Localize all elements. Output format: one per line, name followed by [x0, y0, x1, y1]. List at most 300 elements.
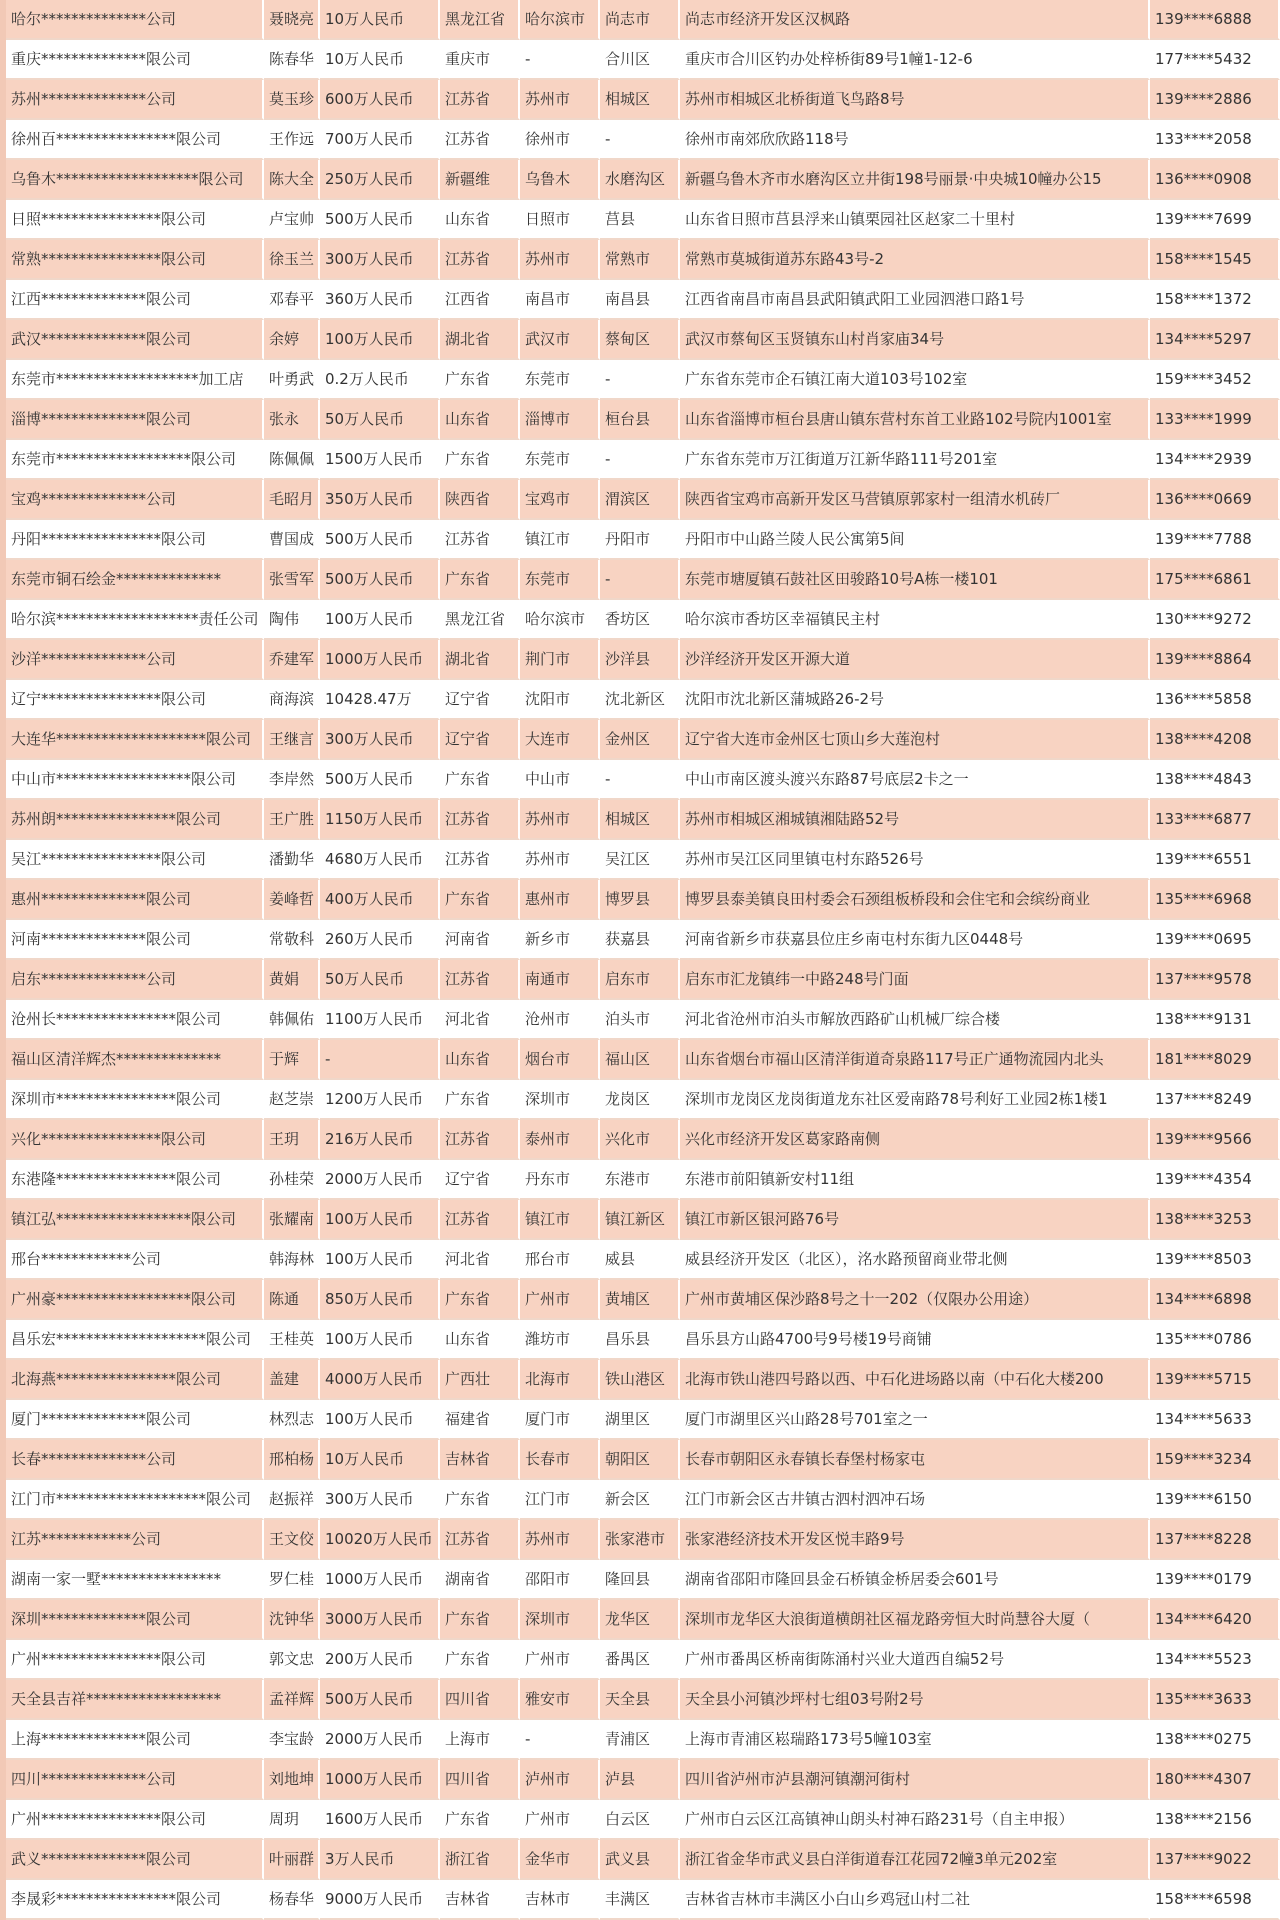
- address-cell: 广东省东莞市万江街道万江新华路111号201室: [680, 440, 1150, 480]
- company-name-cell: 常熟****************限公司: [6, 240, 264, 280]
- province-cell: 江苏省: [440, 800, 520, 840]
- district-cell: 泊头市: [600, 1000, 680, 1040]
- province-cell: 江苏省: [440, 1520, 520, 1560]
- district-cell: 合川区: [600, 40, 680, 80]
- province-cell: 湖北省: [440, 640, 520, 680]
- district-cell: 铁山港区: [600, 1360, 680, 1400]
- phone-cell: 158****1372: [1150, 280, 1280, 320]
- registered-capital-cell: 9000万人民币: [320, 1880, 440, 1920]
- city-cell: 深圳市: [520, 1080, 600, 1120]
- table-row: [6, 280, 1280, 320]
- legal-person-cell: 乔建军: [264, 640, 320, 680]
- province-cell: 江苏省: [440, 520, 520, 560]
- legal-person-cell: 黄娟: [264, 960, 320, 1000]
- province-cell: 重庆市: [440, 40, 520, 80]
- table-row: [6, 760, 1280, 800]
- table-row: [6, 960, 1280, 1000]
- province-cell: 山东省: [440, 1320, 520, 1360]
- city-cell: 荆门市: [520, 640, 600, 680]
- district-cell: 白云区: [600, 1800, 680, 1840]
- city-cell: 宝鸡市: [520, 480, 600, 520]
- company-name-cell: 吴江****************限公司: [6, 840, 264, 880]
- company-name-cell: 兴化****************限公司: [6, 1120, 264, 1160]
- address-cell: 苏州市相城区北桥街道飞鸟路8号: [680, 80, 1150, 120]
- province-cell: 广东省: [440, 440, 520, 480]
- phone-cell: 136****0669: [1150, 480, 1280, 520]
- city-cell: 东莞市: [520, 360, 600, 400]
- city-cell: 南通市: [520, 960, 600, 1000]
- province-cell: 广东省: [440, 1640, 520, 1680]
- city-cell: 江门市: [520, 1480, 600, 1520]
- table-row: [6, 80, 1280, 120]
- address-cell: 浙江省金华市武义县白洋街道春江花园72幢3单元202室: [680, 1840, 1150, 1880]
- city-cell: 邢台市: [520, 1240, 600, 1280]
- table-row: [6, 1720, 1280, 1760]
- registered-capital-cell: 1000万人民币: [320, 640, 440, 680]
- address-cell: 常熟市莫城街道苏东路43号-2: [680, 240, 1150, 280]
- table-row: [6, 1120, 1280, 1160]
- company-name-cell: 乌鲁木*******************限公司: [6, 160, 264, 200]
- phone-cell: 130****9272: [1150, 600, 1280, 640]
- address-cell: 河南省新乡市获嘉县位庄乡南屯村东街九区0448号: [680, 920, 1150, 960]
- phone-cell: 139****7788: [1150, 520, 1280, 560]
- address-cell: 东港市前阳镇新安村11组: [680, 1160, 1150, 1200]
- province-cell: 广东省: [440, 560, 520, 600]
- province-cell: 广东省: [440, 360, 520, 400]
- city-cell: 北海市: [520, 1360, 600, 1400]
- district-cell: 龙岗区: [600, 1080, 680, 1120]
- phone-cell: 139****6888: [1150, 0, 1280, 40]
- registered-capital-cell: 50万人民币: [320, 960, 440, 1000]
- district-cell: 金州区: [600, 720, 680, 760]
- company-name-cell: 日照****************限公司: [6, 200, 264, 240]
- company-name-cell: 广州豪******************限公司: [6, 1280, 264, 1320]
- city-cell: 东莞市: [520, 440, 600, 480]
- table-row: [6, 0, 1280, 40]
- company-name-cell: 沧州长****************限公司: [6, 1000, 264, 1040]
- phone-cell: 134****5633: [1150, 1400, 1280, 1440]
- district-cell: 武义县: [600, 1840, 680, 1880]
- address-cell: 深圳市龙岗区龙岗街道龙东社区爱南路78号利好工业园2栋1楼1: [680, 1080, 1150, 1120]
- address-cell: 天全县小河镇沙坪村七组03号附2号: [680, 1680, 1150, 1720]
- registered-capital-cell: -: [320, 1040, 440, 1080]
- city-cell: 丹东市: [520, 1160, 600, 1200]
- address-cell: 镇江市新区银河路76号: [680, 1200, 1150, 1240]
- city-cell: 镇江市: [520, 520, 600, 560]
- phone-cell: 138****2156: [1150, 1800, 1280, 1840]
- registered-capital-cell: 300万人民币: [320, 240, 440, 280]
- phone-cell: 139****6150: [1150, 1480, 1280, 1520]
- address-cell: 昌乐县方山路4700号9号楼19号商铺: [680, 1320, 1150, 1360]
- district-cell: 莒县: [600, 200, 680, 240]
- phone-cell: 134****5523: [1150, 1640, 1280, 1680]
- province-cell: 四川省: [440, 1680, 520, 1720]
- company-name-cell: 长春**************公司: [6, 1440, 264, 1480]
- city-cell: 武汉市: [520, 320, 600, 360]
- registered-capital-cell: 260万人民币: [320, 920, 440, 960]
- district-cell: 龙华区: [600, 1600, 680, 1640]
- legal-person-cell: 李宝龄: [264, 1720, 320, 1760]
- company-name-cell: 深圳市****************限公司: [6, 1080, 264, 1120]
- address-cell: 中山市南区渡头渡兴东路87号底层2卡之一: [680, 760, 1150, 800]
- phone-cell: 135****3633: [1150, 1680, 1280, 1720]
- district-cell: -: [600, 440, 680, 480]
- table-row: [6, 1840, 1280, 1880]
- address-cell: 山东省烟台市福山区清洋街道奇泉路117号正广通物流园内北头: [680, 1040, 1150, 1080]
- legal-person-cell: 姜峰哲: [264, 880, 320, 920]
- table-row: [6, 1520, 1280, 1560]
- phone-cell: 139****2886: [1150, 80, 1280, 120]
- registered-capital-cell: 850万人民币: [320, 1280, 440, 1320]
- registered-capital-cell: 2000万人民币: [320, 1720, 440, 1760]
- city-cell: 淄博市: [520, 400, 600, 440]
- district-cell: -: [600, 760, 680, 800]
- company-name-cell: 江门市********************限公司: [6, 1480, 264, 1520]
- city-cell: 新乡市: [520, 920, 600, 960]
- province-cell: 广东省: [440, 1800, 520, 1840]
- company-name-cell: 苏州**************公司: [6, 80, 264, 120]
- address-cell: 苏州市吴江区同里镇屯村东路526号: [680, 840, 1150, 880]
- legal-person-cell: 韩海林: [264, 1240, 320, 1280]
- legal-person-cell: 余婷: [264, 320, 320, 360]
- legal-person-cell: 陈通: [264, 1280, 320, 1320]
- table-row: [6, 600, 1280, 640]
- district-cell: 蔡甸区: [600, 320, 680, 360]
- table-row: [6, 520, 1280, 560]
- province-cell: 江苏省: [440, 840, 520, 880]
- district-cell: 张家港市: [600, 1520, 680, 1560]
- province-cell: 陕西省: [440, 480, 520, 520]
- table-row: [6, 360, 1280, 400]
- company-name-cell: 徐州百****************限公司: [6, 120, 264, 160]
- province-cell: 江苏省: [440, 960, 520, 1000]
- company-name-cell: 重庆**************限公司: [6, 40, 264, 80]
- city-cell: 徐州市: [520, 120, 600, 160]
- legal-person-cell: 邢柏杨: [264, 1440, 320, 1480]
- phone-cell: 175****6861: [1150, 560, 1280, 600]
- table-row: [6, 1320, 1280, 1360]
- address-cell: 启东市汇龙镇纬一中路248号门面: [680, 960, 1150, 1000]
- phone-cell: 139****0695: [1150, 920, 1280, 960]
- district-cell: 南昌县: [600, 280, 680, 320]
- province-cell: 上海市: [440, 1720, 520, 1760]
- address-cell: 广州市番禺区桥南街陈涌村兴业大道西自编52号: [680, 1640, 1150, 1680]
- address-cell: 兴化市经济开发区葛家路南侧: [680, 1120, 1150, 1160]
- district-cell: 泸县: [600, 1760, 680, 1800]
- company-name-cell: 天全县吉祥******************: [6, 1680, 264, 1720]
- province-cell: 广东省: [440, 760, 520, 800]
- table-row: [6, 480, 1280, 520]
- company-name-cell: 上海**************限公司: [6, 1720, 264, 1760]
- legal-person-cell: 聂晓亮: [264, 0, 320, 40]
- province-cell: 广东省: [440, 1080, 520, 1120]
- address-cell: 河北省沧州市泊头市解放西路矿山机械厂综合楼: [680, 1000, 1150, 1040]
- city-cell: 苏州市: [520, 1520, 600, 1560]
- address-cell: 北海市铁山港四号路以西、中石化进场路以南（中石化大楼200: [680, 1360, 1150, 1400]
- legal-person-cell: 邓春平: [264, 280, 320, 320]
- legal-person-cell: 商海滨: [264, 680, 320, 720]
- city-cell: 南昌市: [520, 280, 600, 320]
- province-cell: 江苏省: [440, 1200, 520, 1240]
- company-name-cell: 东莞市******************限公司: [6, 440, 264, 480]
- province-cell: 山东省: [440, 200, 520, 240]
- city-cell: 厦门市: [520, 1400, 600, 1440]
- phone-cell: 139****8503: [1150, 1240, 1280, 1280]
- registered-capital-cell: 10万人民币: [320, 40, 440, 80]
- province-cell: 湖北省: [440, 320, 520, 360]
- district-cell: 福山区: [600, 1040, 680, 1080]
- city-cell: 潍坊市: [520, 1320, 600, 1360]
- district-cell: 威县: [600, 1240, 680, 1280]
- province-cell: 辽宁省: [440, 720, 520, 760]
- company-name-cell: 苏州朗****************限公司: [6, 800, 264, 840]
- district-cell: 沙洋县: [600, 640, 680, 680]
- province-cell: 江西省: [440, 280, 520, 320]
- table-row: [6, 1600, 1280, 1640]
- phone-cell: 139****0179: [1150, 1560, 1280, 1600]
- registered-capital-cell: 1000万人民币: [320, 1760, 440, 1800]
- province-cell: 黑龙江省: [440, 0, 520, 40]
- table-row: [6, 920, 1280, 960]
- city-cell: 中山市: [520, 760, 600, 800]
- table-row: [6, 1200, 1280, 1240]
- address-cell: 吉林省吉林市丰满区小白山乡鸡冠山村二社: [680, 1880, 1150, 1920]
- table-row: [6, 400, 1280, 440]
- district-cell: 吴江区: [600, 840, 680, 880]
- registered-capital-cell: 1150万人民币: [320, 800, 440, 840]
- registered-capital-cell: 4680万人民币: [320, 840, 440, 880]
- province-cell: 浙江省: [440, 1840, 520, 1880]
- registered-capital-cell: 500万人民币: [320, 1680, 440, 1720]
- table-row: [6, 560, 1280, 600]
- address-cell: 丹阳市中山路兰陵人民公寓第5间: [680, 520, 1150, 560]
- address-cell: 上海市青浦区崧瑞路173号5幢103室: [680, 1720, 1150, 1760]
- company-name-cell: 丹阳****************限公司: [6, 520, 264, 560]
- legal-person-cell: 王广胜: [264, 800, 320, 840]
- registered-capital-cell: 400万人民币: [320, 880, 440, 920]
- legal-person-cell: 莫玉珍: [264, 80, 320, 120]
- registered-capital-cell: 100万人民币: [320, 1400, 440, 1440]
- province-cell: 河南省: [440, 920, 520, 960]
- address-cell: 湖南省邵阳市隆回县金石桥镇金桥居委会601号: [680, 1560, 1150, 1600]
- company-name-cell: 辽宁****************限公司: [6, 680, 264, 720]
- table-row: [6, 120, 1280, 160]
- legal-person-cell: 陈大全: [264, 160, 320, 200]
- legal-person-cell: 盖建: [264, 1360, 320, 1400]
- registered-capital-cell: 2000万人民币: [320, 1160, 440, 1200]
- table-row: [6, 1560, 1280, 1600]
- phone-cell: 133****6877: [1150, 800, 1280, 840]
- phone-cell: 136****5858: [1150, 680, 1280, 720]
- province-cell: 吉林省: [440, 1880, 520, 1920]
- legal-person-cell: 叶丽群: [264, 1840, 320, 1880]
- registered-capital-cell: 0.2万人民币: [320, 360, 440, 400]
- address-cell: 广州市黄埔区保沙路8号之十一202（仅限办公用途）: [680, 1280, 1150, 1320]
- phone-cell: 139****9566: [1150, 1120, 1280, 1160]
- district-cell: 桓台县: [600, 400, 680, 440]
- address-cell: 深圳市龙华区大浪街道横朗社区福龙路旁恒大时尚慧谷大厦（: [680, 1600, 1150, 1640]
- registered-capital-cell: 250万人民币: [320, 160, 440, 200]
- legal-person-cell: 毛昭月: [264, 480, 320, 520]
- address-cell: 张家港经济技术开发区悦丰路9号: [680, 1520, 1150, 1560]
- registered-capital-cell: 1200万人民币: [320, 1080, 440, 1120]
- registered-capital-cell: 350万人民币: [320, 480, 440, 520]
- table-row: [6, 320, 1280, 360]
- table-row: [6, 1680, 1280, 1720]
- registered-capital-cell: 10428.47万: [320, 680, 440, 720]
- province-cell: 江苏省: [440, 1120, 520, 1160]
- legal-person-cell: 潘勤华: [264, 840, 320, 880]
- address-cell: 广东省东莞市企石镇江南大道103号102室: [680, 360, 1150, 400]
- province-cell: 江苏省: [440, 80, 520, 120]
- company-name-cell: 中山市******************限公司: [6, 760, 264, 800]
- company-name-cell: 东港隆****************限公司: [6, 1160, 264, 1200]
- address-cell: 博罗县泰美镇良田村委会石颈组板桥段和会住宅和会缤纷商业: [680, 880, 1150, 920]
- province-cell: 广东省: [440, 1600, 520, 1640]
- legal-person-cell: 张雪军: [264, 560, 320, 600]
- table-row: [6, 840, 1280, 880]
- table-row: [6, 1000, 1280, 1040]
- registered-capital-cell: 216万人民币: [320, 1120, 440, 1160]
- table-row: [6, 1240, 1280, 1280]
- legal-person-cell: 沈钟华: [264, 1600, 320, 1640]
- table-row: [6, 1360, 1280, 1400]
- registered-capital-cell: 200万人民币: [320, 1640, 440, 1680]
- city-cell: 哈尔滨市: [520, 0, 600, 40]
- district-cell: 湖里区: [600, 1400, 680, 1440]
- legal-person-cell: 王继言: [264, 720, 320, 760]
- district-cell: -: [600, 560, 680, 600]
- district-cell: 丰满区: [600, 1880, 680, 1920]
- company-name-cell: 东莞市铜石绘金**************: [6, 560, 264, 600]
- district-cell: 天全县: [600, 1680, 680, 1720]
- legal-person-cell: 郭文忠: [264, 1640, 320, 1680]
- phone-cell: 134****2939: [1150, 440, 1280, 480]
- city-cell: 沈阳市: [520, 680, 600, 720]
- table-row: [6, 720, 1280, 760]
- registered-capital-cell: 10020万人民币: [320, 1520, 440, 1560]
- table-row: [6, 1440, 1280, 1480]
- legal-person-cell: 赵芝崇: [264, 1080, 320, 1120]
- address-cell: 广州市白云区江高镇神山朗头村神石路231号（自主申报）: [680, 1800, 1150, 1840]
- address-cell: 威县经济开发区（北区），洺水路预留商业带北侧: [680, 1240, 1150, 1280]
- province-cell: 辽宁省: [440, 680, 520, 720]
- phone-cell: 159****3234: [1150, 1440, 1280, 1480]
- district-cell: 昌乐县: [600, 1320, 680, 1360]
- phone-cell: 158****1545: [1150, 240, 1280, 280]
- registered-capital-cell: 1600万人民币: [320, 1800, 440, 1840]
- province-cell: 江苏省: [440, 120, 520, 160]
- table-row: [6, 1640, 1280, 1680]
- legal-person-cell: 张永: [264, 400, 320, 440]
- company-table: [6, 0, 1280, 1920]
- province-cell: 山东省: [440, 1040, 520, 1080]
- district-cell: 启东市: [600, 960, 680, 1000]
- company-name-cell: 李晟彩****************限公司: [6, 1880, 264, 1920]
- address-cell: 尚志市经济开发区汉枫路: [680, 0, 1150, 40]
- province-cell: 江苏省: [440, 240, 520, 280]
- address-cell: 厦门市湖里区兴山路28号701室之一: [680, 1400, 1150, 1440]
- city-cell: 雅安市: [520, 1680, 600, 1720]
- district-cell: 丹阳市: [600, 520, 680, 560]
- province-cell: 辽宁省: [440, 1160, 520, 1200]
- phone-cell: 181****8029: [1150, 1040, 1280, 1080]
- table-row: [6, 440, 1280, 480]
- registered-capital-cell: 600万人民币: [320, 80, 440, 120]
- legal-person-cell: 常敬科: [264, 920, 320, 960]
- city-cell: 乌鲁木: [520, 160, 600, 200]
- legal-person-cell: 卢宝帅: [264, 200, 320, 240]
- address-cell: 沙洋经济开发区开源大道: [680, 640, 1150, 680]
- phone-cell: 134****5297: [1150, 320, 1280, 360]
- district-cell: 朝阳区: [600, 1440, 680, 1480]
- address-cell: 江西省南昌市南昌县武阳镇武阳工业园泗港口路1号: [680, 280, 1150, 320]
- company-name-cell: 河南**************限公司: [6, 920, 264, 960]
- city-cell: 吉林市: [520, 1880, 600, 1920]
- city-cell: 深圳市: [520, 1600, 600, 1640]
- province-cell: 广西壮: [440, 1360, 520, 1400]
- registered-capital-cell: 100万人民币: [320, 1240, 440, 1280]
- address-cell: 四川省泸州市泸县潮河镇潮河街村: [680, 1760, 1150, 1800]
- phone-cell: 137****8249: [1150, 1080, 1280, 1120]
- district-cell: 兴化市: [600, 1120, 680, 1160]
- province-cell: 新疆维: [440, 160, 520, 200]
- table-row: [6, 1800, 1280, 1840]
- city-cell: 苏州市: [520, 240, 600, 280]
- table-row: [6, 680, 1280, 720]
- address-cell: 苏州市相城区湘城镇湘陆路52号: [680, 800, 1150, 840]
- address-cell: 东莞市塘厦镇石鼓社区田骏路10号A栋一楼101: [680, 560, 1150, 600]
- company-name-cell: 淄博**************限公司: [6, 400, 264, 440]
- company-name-cell: 广州****************限公司: [6, 1640, 264, 1680]
- legal-person-cell: 王作远: [264, 120, 320, 160]
- registered-capital-cell: 4000万人民币: [320, 1360, 440, 1400]
- address-cell: 武汉市蔡甸区玉贤镇东山村肖家庙34号: [680, 320, 1150, 360]
- province-cell: 湖南省: [440, 1560, 520, 1600]
- phone-cell: 139****4354: [1150, 1160, 1280, 1200]
- phone-cell: 137****8228: [1150, 1520, 1280, 1560]
- table-row: [6, 200, 1280, 240]
- registered-capital-cell: 500万人民币: [320, 200, 440, 240]
- city-cell: 金华市: [520, 1840, 600, 1880]
- district-cell: 青浦区: [600, 1720, 680, 1760]
- phone-cell: 180****4307: [1150, 1760, 1280, 1800]
- address-cell: 江门市新会区古井镇古泗村泗冲石场: [680, 1480, 1150, 1520]
- district-cell: 黄埔区: [600, 1280, 680, 1320]
- city-cell: 苏州市: [520, 840, 600, 880]
- company-name-cell: 厦门**************限公司: [6, 1400, 264, 1440]
- address-cell: 哈尔滨市香坊区幸福镇民主村: [680, 600, 1150, 640]
- province-cell: 河北省: [440, 1240, 520, 1280]
- phone-cell: 134****6420: [1150, 1600, 1280, 1640]
- company-name-cell: 福山区清洋辉杰**************: [6, 1040, 264, 1080]
- company-name-cell: 昌乐宏********************限公司: [6, 1320, 264, 1360]
- address-cell: 长春市朝阳区永春镇长春堡村杨家屯: [680, 1440, 1150, 1480]
- province-cell: 广东省: [440, 880, 520, 920]
- registered-capital-cell: 300万人民币: [320, 720, 440, 760]
- table-row: [6, 160, 1280, 200]
- city-cell: -: [520, 40, 600, 80]
- company-name-cell: 大连华********************限公司: [6, 720, 264, 760]
- district-cell: 获嘉县: [600, 920, 680, 960]
- phone-cell: 158****6598: [1150, 1880, 1280, 1920]
- district-cell: 相城区: [600, 800, 680, 840]
- company-name-cell: 深圳**************限公司: [6, 1600, 264, 1640]
- city-cell: 日照市: [520, 200, 600, 240]
- company-name-cell: 邢台************公司: [6, 1240, 264, 1280]
- company-name-cell: 武汉**************限公司: [6, 320, 264, 360]
- address-cell: 山东省日照市莒县浮来山镇栗园社区赵家二十里村: [680, 200, 1150, 240]
